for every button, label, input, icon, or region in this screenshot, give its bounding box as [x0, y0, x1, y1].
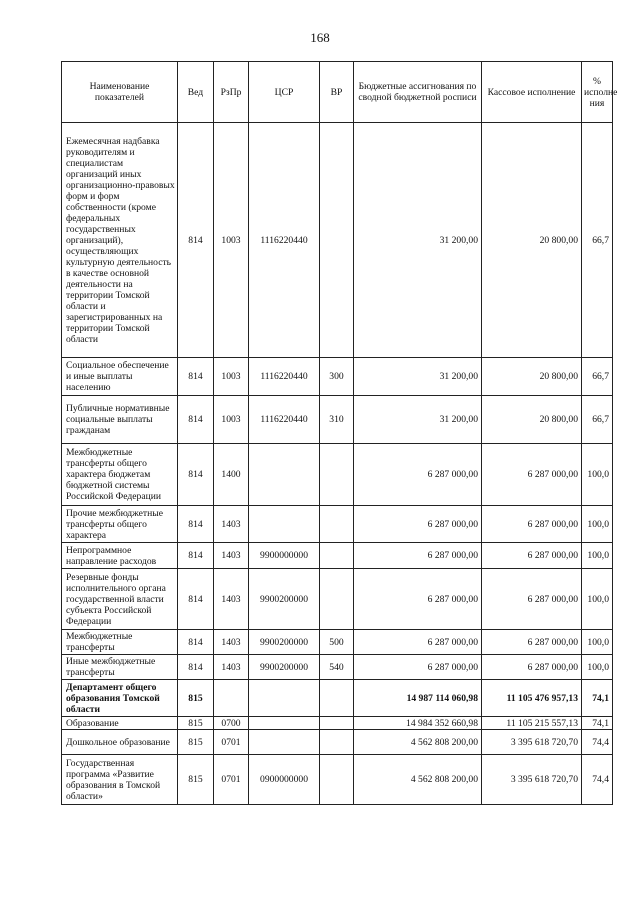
row-executed: 6 287 000,00 [482, 569, 582, 630]
table-row [62, 680, 613, 717]
table-row [62, 396, 613, 444]
row-rzpr: 0701 [214, 730, 249, 755]
row-executed: 3 395 618 720,70 [482, 730, 582, 755]
row-csr [249, 680, 320, 717]
row-ved: 815 [178, 717, 214, 730]
row-assigned: 4 562 808 200,00 [354, 755, 482, 805]
row-vr [320, 543, 354, 569]
row-rzpr: 0701 [214, 755, 249, 805]
row-vr [320, 730, 354, 755]
row-vr: 310 [320, 396, 354, 444]
row-rzpr [214, 680, 249, 717]
row-csr: 9900200000 [249, 569, 320, 630]
row-rzpr: 1403 [214, 630, 249, 655]
header-name: Наименование показателей [62, 62, 178, 123]
row-rzpr: 1403 [214, 655, 249, 680]
row-name: Публичные нормативные социальные выплаты гражданам [62, 396, 178, 444]
row-ved: 815 [178, 755, 214, 805]
row-csr: 1116220440 [249, 396, 320, 444]
table-row [62, 630, 613, 655]
row-percent: 100,0 [582, 569, 613, 630]
row-assigned: 31 200,00 [354, 358, 482, 396]
header-csr: ЦСР [249, 62, 320, 123]
row-vr [320, 123, 354, 358]
table-row [62, 730, 613, 755]
table-row [62, 655, 613, 680]
row-ved: 814 [178, 630, 214, 655]
row-vr [320, 680, 354, 717]
row-assigned: 6 287 000,00 [354, 569, 482, 630]
row-ved: 814 [178, 569, 214, 630]
table-row [62, 543, 613, 569]
table-row [62, 755, 613, 805]
row-percent: 66,7 [582, 358, 613, 396]
row-csr: 9900000000 [249, 543, 320, 569]
row-percent: 74,1 [582, 680, 613, 717]
row-vr [320, 569, 354, 630]
row-percent: 100,0 [582, 543, 613, 569]
row-name: Департамент общего образования Томской области [62, 680, 178, 717]
header-ved: Вед [178, 62, 214, 123]
row-rzpr: 1003 [214, 358, 249, 396]
table-row [62, 444, 613, 506]
row-vr: 500 [320, 630, 354, 655]
row-name: Дошкольное образование [62, 730, 178, 755]
row-executed: 6 287 000,00 [482, 630, 582, 655]
row-executed: 11 105 476 957,13 [482, 680, 582, 717]
row-ved: 814 [178, 396, 214, 444]
row-csr [249, 717, 320, 730]
row-percent: 74,4 [582, 730, 613, 755]
table-row [62, 569, 613, 630]
row-csr [249, 506, 320, 543]
row-name: Межбюджетные трансферты общего характера бюджетам бюджетной системы Российской Федерации [62, 444, 178, 506]
row-assigned: 4 562 808 200,00 [354, 730, 482, 755]
row-rzpr: 1003 [214, 123, 249, 358]
row-executed: 3 395 618 720,70 [482, 755, 582, 805]
row-name: Государственная программа «Развитие образования в Томской области» [62, 755, 178, 805]
row-percent: 100,0 [582, 630, 613, 655]
header-executed: Кассовое исполнение [482, 62, 582, 123]
row-assigned: 14 987 114 060,98 [354, 680, 482, 717]
header-vr: ВР [320, 62, 354, 123]
row-name: Межбюджетные трансферты [62, 630, 178, 655]
table-header-row [62, 62, 613, 123]
row-executed: 6 287 000,00 [482, 543, 582, 569]
row-executed: 11 105 215 557,13 [482, 717, 582, 730]
row-csr [249, 444, 320, 506]
row-vr [320, 755, 354, 805]
row-rzpr: 1003 [214, 396, 249, 444]
row-vr [320, 444, 354, 506]
page-number: 168 [310, 30, 330, 45]
row-assigned: 6 287 000,00 [354, 630, 482, 655]
row-assigned: 6 287 000,00 [354, 543, 482, 569]
row-rzpr: 1403 [214, 506, 249, 543]
row-assigned: 14 984 352 660,98 [354, 717, 482, 730]
row-csr [249, 730, 320, 755]
row-percent: 74,4 [582, 755, 613, 805]
row-vr [320, 506, 354, 543]
row-rzpr: 0700 [214, 717, 249, 730]
row-ved: 814 [178, 543, 214, 569]
row-percent: 66,7 [582, 396, 613, 444]
row-name: Образование [62, 717, 178, 730]
budget-table [61, 61, 618, 805]
row-vr: 540 [320, 655, 354, 680]
row-executed: 6 287 000,00 [482, 506, 582, 543]
row-assigned: 31 200,00 [354, 123, 482, 358]
row-executed: 20 800,00 [482, 396, 582, 444]
row-rzpr: 1403 [214, 543, 249, 569]
row-ved: 814 [178, 123, 214, 358]
table-row [62, 717, 613, 730]
row-ved: 814 [178, 506, 214, 543]
row-csr: 9900200000 [249, 655, 320, 680]
row-rzpr: 1403 [214, 569, 249, 630]
row-ved: 814 [178, 444, 214, 506]
row-assigned: 6 287 000,00 [354, 655, 482, 680]
row-name: Прочие межбюджетные трансферты общего характера [62, 506, 178, 543]
header-percent: % исполне ния [582, 62, 613, 123]
row-assigned: 6 287 000,00 [354, 506, 482, 543]
row-ved: 814 [178, 655, 214, 680]
row-percent: 100,0 [582, 655, 613, 680]
row-rzpr: 1400 [214, 444, 249, 506]
row-percent: 100,0 [582, 444, 613, 506]
row-name: Резервные фонды исполнительного органа государственной власти субъекта Российской Федерации [62, 569, 178, 630]
row-name: Ежемесячная надбавка руководителям и специалистам организаций иных организационно-правовых форм и форм собственности (кроме федеральных государственных организаций), осуществляющих культурную деятельность в качестве основной деятельности на территории Томской области и зарегистрированных на территории Томской области [62, 123, 178, 358]
row-name: Иные межбюджетные трансферты [62, 655, 178, 680]
row-csr: 0900000000 [249, 755, 320, 805]
table-row [62, 506, 613, 543]
row-executed: 20 800,00 [482, 123, 582, 358]
row-ved: 814 [178, 358, 214, 396]
row-executed: 6 287 000,00 [482, 444, 582, 506]
row-name: Социальное обеспечение и иные выплаты населению [62, 358, 178, 396]
row-ved: 815 [178, 730, 214, 755]
row-vr: 300 [320, 358, 354, 396]
table-row [62, 123, 613, 358]
row-assigned: 31 200,00 [354, 396, 482, 444]
row-csr: 1116220440 [249, 358, 320, 396]
row-percent: 74,1 [582, 717, 613, 730]
row-executed: 6 287 000,00 [482, 655, 582, 680]
row-csr: 1116220440 [249, 123, 320, 358]
row-ved: 815 [178, 680, 214, 717]
row-vr [320, 717, 354, 730]
header-assigned: Бюджетные ассигнования по сводной бюджетной росписи [354, 62, 482, 123]
row-name: Непрограммное направление расходов [62, 543, 178, 569]
header-rzpr: РзПр [214, 62, 249, 123]
row-executed: 20 800,00 [482, 358, 582, 396]
row-assigned: 6 287 000,00 [354, 444, 482, 506]
row-percent: 66,7 [582, 123, 613, 358]
row-csr: 9900200000 [249, 630, 320, 655]
table-row [62, 358, 613, 396]
row-percent: 100,0 [582, 506, 613, 543]
